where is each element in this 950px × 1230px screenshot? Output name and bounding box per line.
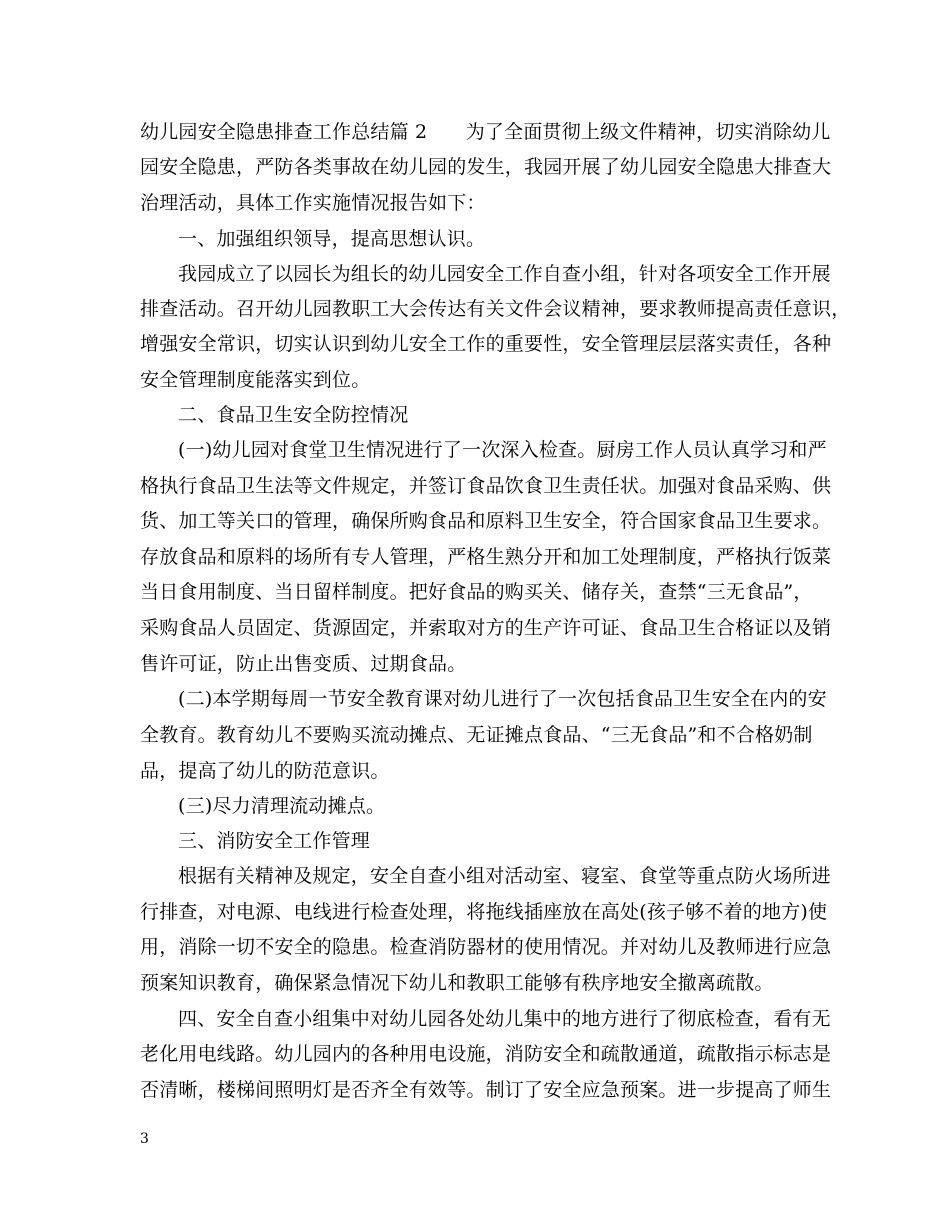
body-text-line: 行排查，对电源、电线进行检查处理，将拖线插座放在高处(孩子够不着的地方)使 <box>140 901 828 923</box>
section-heading: 一、加强组织领导，提高思想认识。 <box>178 228 486 250</box>
body-text-line: (三)尽力清理流动摊点。 <box>178 795 386 817</box>
body-text-line: 全教育。教育幼儿不要购买流动摊点、无证摊点食品、“三无食品”和不合格奶制 <box>140 724 813 746</box>
body-text-line: 货、加工等关口的管理，确保所购食品和原料卫生安全，符合国家食品卫生要求。 <box>140 510 832 532</box>
body-text-line: (二)本学期每周一节安全教育课对幼儿进行了一次包括食品卫生安全在内的安 <box>178 688 827 710</box>
body-text-line: 用，消除一切不安全的隐患。检查消防器材的使用情况。并对幼儿及教师进行应急 <box>140 936 832 958</box>
body-text-line: (一)幼儿园对食堂卫生情况进行了一次深入检查。厨房工作人员认真学习和严 <box>178 439 827 461</box>
body-text-line: 预案知识教育，确保紧急情况下幼儿和教职工能够有秩序地安全撤离疏散。 <box>140 972 774 994</box>
body-text-line: 品，提高了幼儿的防范意识。 <box>140 760 390 782</box>
section-heading: 四、安全自查小组集中对幼儿园各处幼儿集中的地方进行了彻底检查，看有无 <box>178 1008 831 1030</box>
body-text-line: 采购食品人员固定、货源固定，并索取对方的生产许可证、食品卫生合格证以及销 <box>140 617 832 639</box>
body-text-line: 我园成立了以园长为组长的幼儿园安全工作自查小组，针对各项安全工作开展 <box>178 263 831 285</box>
body-text-line: 当日食用制度、当日留样制度。把好食品的购买关、储存关，查禁“三无食品”， <box>140 581 813 603</box>
body-text-line: 安全管理制度能落实到位。 <box>140 369 371 391</box>
body-text-line: 否清晰，楼梯间照明灯是否齐全有效等。制订了安全应急预案。进一步提高了师生 <box>140 1079 832 1101</box>
body-text-line: 治理活动，具体工作实施情况报告如下： <box>140 192 486 214</box>
body-text-line: 增强安全常识，切实认识到幼儿安全工作的重要性，安全管理层层落实责任，各种 <box>140 333 832 355</box>
body-text-line: 排查活动。召开幼儿园教职工大会传达有关文件会议精神，要求教师提高责任意识， <box>140 298 851 320</box>
section-heading: 二、食品卫生安全防控情况 <box>178 404 409 426</box>
page-number: 3 <box>140 1131 149 1147</box>
body-text-line: 老化用电线路。幼儿园内的各种用电设施，消防安全和疏散通道，疏散指示标志是 <box>140 1043 832 1065</box>
body-text-line: 园安全隐患，严防各类事故在幼儿园的发生，我园开展了幼儿园安全隐患大排查大 <box>140 156 832 178</box>
body-text-line: 格执行食品卫生法等文件规定，并签订食品饮食卫生责任状。加强对食品采购、供 <box>140 475 832 497</box>
body-text-line: 售许可证，防止出售变质、过期食品。 <box>140 653 467 675</box>
body-text-line: 幼儿园安全隐患排查工作总结篇 2 为了全面贯彻上级文件精神，切实消除幼儿 <box>140 121 831 143</box>
body-text-line: 根据有关精神及规定，安全自查小组对活动室、寝室、食堂等重点防火场所进 <box>178 865 831 887</box>
section-heading: 三、消防安全工作管理 <box>178 830 371 852</box>
body-text-line: 存放食品和原料的场所有专人管理，严格生熟分开和加工处理制度，严格执行饭菜 <box>140 546 832 568</box>
